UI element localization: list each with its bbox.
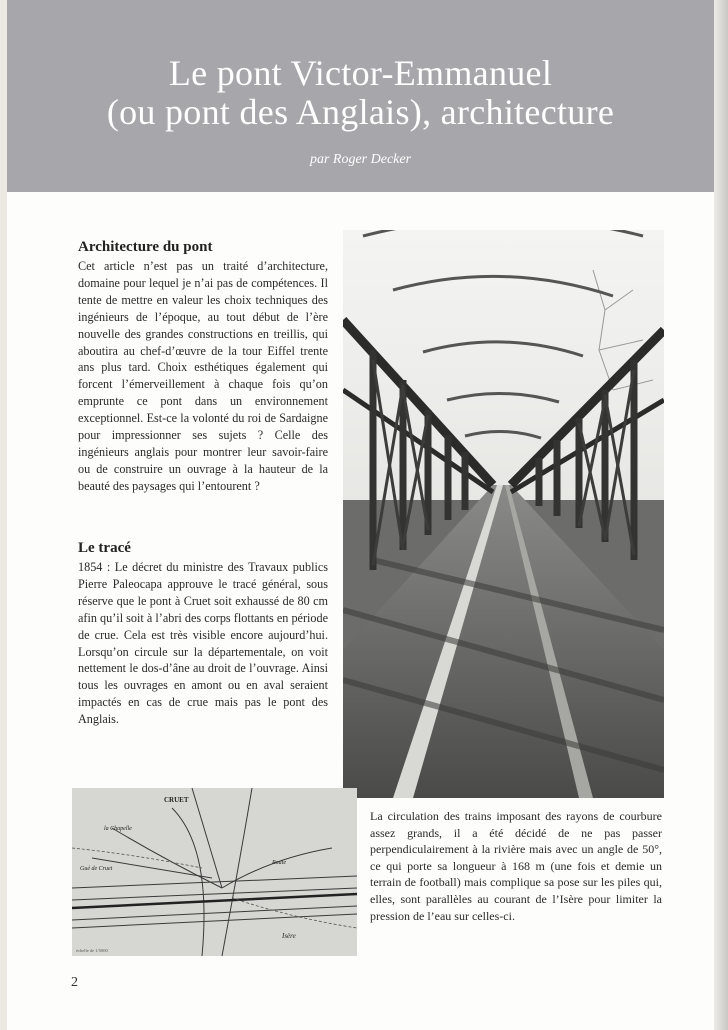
photo-caption: La circulation des trains imposant des rayons de courbure assez grands, il a été décidé de ne pas passer perpendiculairement à la rivière mais avec un angle de 50°, ce qui porte sa longueur à 168 m (une fois et demie un terrain de football) mais complique sa pose sur les piles qui, elles, sont parallèles au courant de l’Isère pour limiter la pression de l’eau sur celles-ci. (370, 809, 662, 923)
bridge-photo (343, 230, 664, 798)
bridge-photo-drawing (343, 230, 664, 798)
map-label-route: Route (272, 860, 286, 866)
byline: par Roger Decker (309, 152, 412, 167)
page-number: 2 (71, 975, 78, 990)
map-label-gue: Gué de Cruet (80, 866, 113, 872)
section-body-architecture: Cet article n’est pas un traité d’architecture, domaine pour lequel je n’ai pas de compétences. Il tente de mettre en valeur les choix techniques des ingénieurs de l’époque, au tout début de l’ère nouvelle des grandes constructions en treillis, qui aboutira au chef-d’œuvre de la tour Eiffel trente ans plus tard. Choix esthétiques également qui forcent l’émerveillement à chaque fois qu’on emprunte ce pont dans un environnement exceptionnel. Est-ce la volonté du roi de Sardaigne pour impressionner ses sujets ? Celle des ingénieurs anglais pour montrer leur savoir-faire ou de construire un ouvrage à la hauteur de la beauté des paysages qui l’entourent ? (78, 259, 328, 493)
title-line-2: (ou pont des Anglais), architecture (106, 92, 615, 132)
title-line-1: Le pont Victor-Emmanuel (168, 53, 553, 93)
binding-shadow (0, 0, 7, 1030)
map-label-cruet: CRUET (164, 796, 189, 804)
map-label-isere: Isère (282, 932, 296, 940)
map-label-legend: échelle de 1/5000 (76, 948, 108, 953)
section-heading-architecture: Architecture du pont (78, 239, 213, 255)
page-edge-shadow (714, 0, 728, 1030)
section-body-trace: 1854 : Le décret du ministre des Travaux publics Pierre Paleocapa approuve le tracé général, sous réserve que le pont à Cruet soit exhaussé de 80 cm afin qu’il soit à l’abri des corps flottants en période de crue. Cela est très visible encore aujourd’hui. Lorsqu’on circule sur la départementale, on voit nettement le dos-d’âne au droit de l’ouvrage. Ainsi tous les ouvrages en amont ou en aval seraient impactés en cas de crue mais pas le pont des Anglais. (78, 560, 328, 727)
map-drawing (72, 788, 357, 956)
map-label-chapelle: la Chapelle (104, 826, 132, 832)
section-heading-trace: Le tracé (78, 540, 131, 556)
article-title (7, 54, 714, 132)
historical-map (72, 788, 357, 956)
